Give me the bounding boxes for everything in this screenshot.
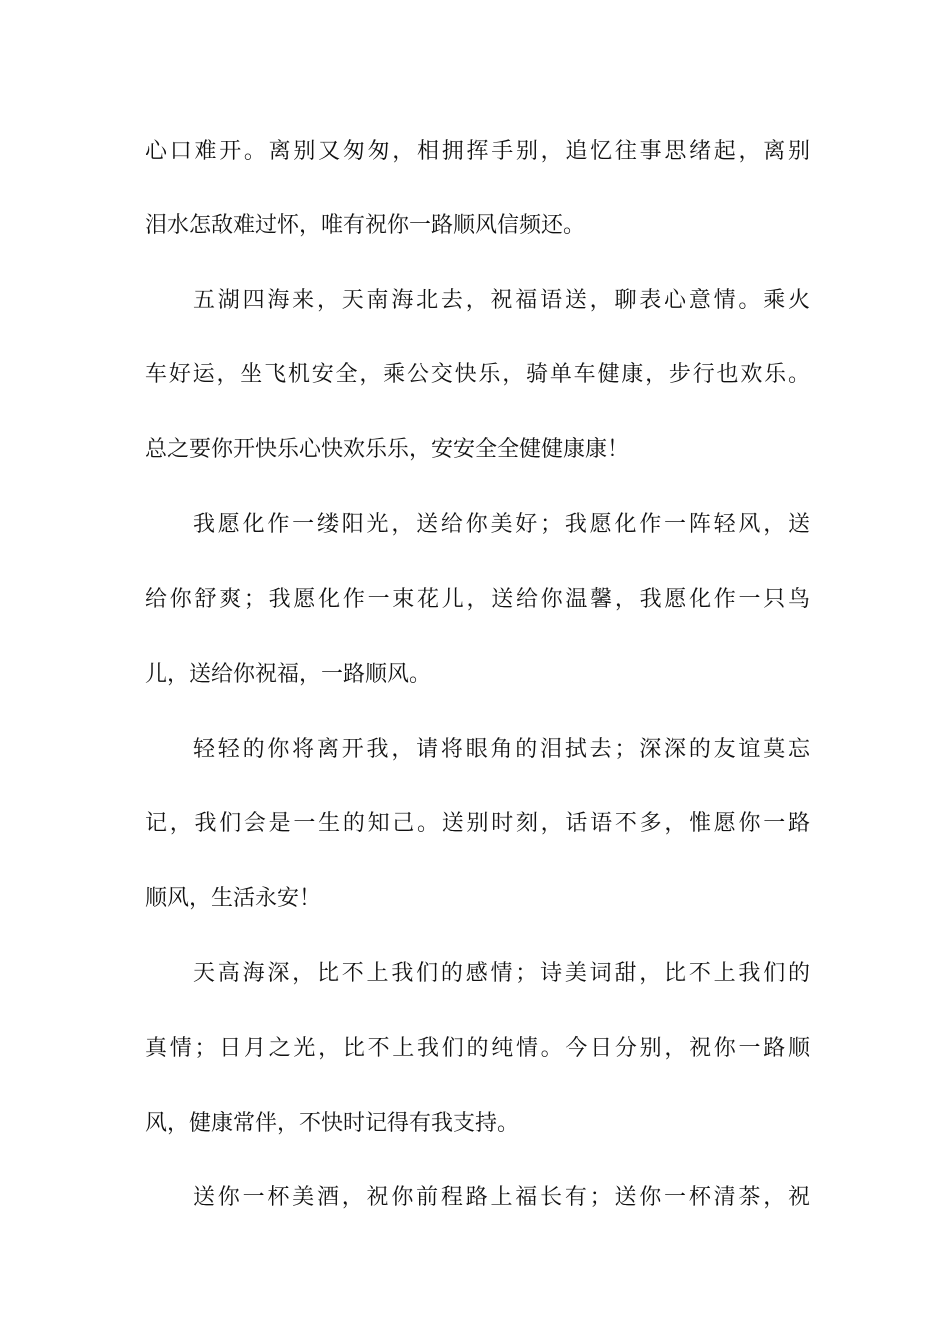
text-line: 儿，送给你祝福，一路顺风。 <box>145 662 432 687</box>
text-line: 记，我们会是一生的知己。送别时刻，话语不多，惟愿你一路 <box>145 811 810 836</box>
paragraph-first-line: 轻轻的你将离开我，请将眼角的泪拭去；深深的友谊莫忘 <box>193 737 810 762</box>
text-line: 顺风，生活永安！ <box>145 886 322 911</box>
paragraph-first-line: 天高海深，比不上我们的感情；诗美词甜，比不上我们的 <box>193 961 810 986</box>
paragraph-first-line: 送你一杯美酒，祝你前程路上福长有；送你一杯清茶，祝 <box>193 1185 810 1210</box>
text-line: 给你舒爽；我愿化作一束花儿，送给你温馨，我愿化作一只鸟 <box>145 587 810 612</box>
text-line: 车好运，坐飞机安全，乘公交快乐，骑单车健康，步行也欢乐。 <box>145 362 810 387</box>
paragraph-first-line: 五湖四海来，天南海北去，祝福语送，聊表心意情。乘火 <box>193 288 810 313</box>
paragraph-first-line: 我愿化作一缕阳光，送给你美好；我愿化作一阵轻风，送 <box>193 512 810 537</box>
text-line: 泪水怎敌难过怀，唯有祝你一路顺风信频还。 <box>145 213 586 238</box>
text-line: 总之要你开快乐心快欢乐乐，安安全全健健康康！ <box>145 437 630 462</box>
text-line: 真情；日月之光，比不上我们的纯情。今日分别，祝你一路顺 <box>145 1036 810 1061</box>
text-line: 风，健康常伴，不快时记得有我支持。 <box>145 1111 520 1136</box>
text-line: 心口难开。离别又匆匆，相拥挥手别，追忆往事思绪起，离别 <box>145 139 810 164</box>
